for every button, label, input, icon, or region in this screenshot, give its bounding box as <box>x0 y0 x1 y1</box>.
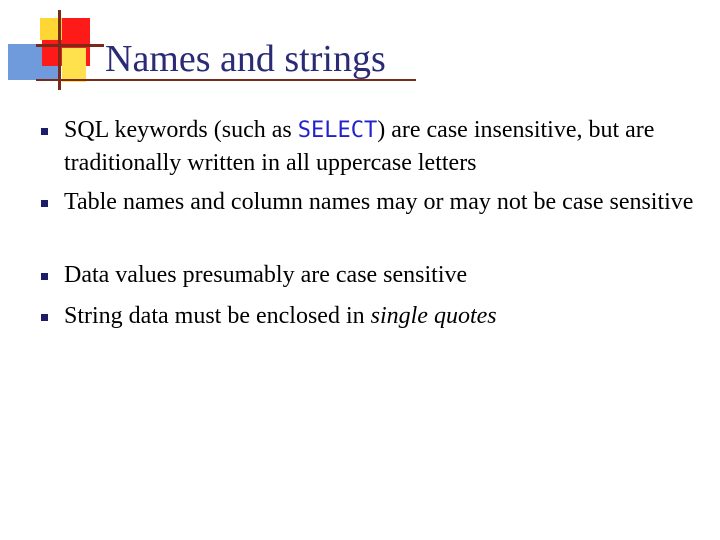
bullet-text-part: SQL keywords (such as <box>64 117 298 143</box>
bullet-square-icon <box>41 273 48 280</box>
bullet-square-icon <box>41 314 48 321</box>
bullet-text <box>64 114 704 180</box>
bullet-text-part: String data must be enclosed in <box>64 303 371 329</box>
bullet-square-icon <box>41 128 48 135</box>
bullet-text-part: ) are case insensitive, but are traditionally written in all uppercase letters <box>64 117 655 176</box>
decor-yellow-square-lower <box>62 48 86 82</box>
bullet-text <box>64 300 704 333</box>
sql-keyword: SELECT <box>297 118 378 143</box>
slide-title: Names and strings <box>105 38 386 80</box>
bullet-square-icon <box>41 200 48 207</box>
emphasis-text: single quotes <box>370 303 497 329</box>
decor-vertical-line <box>58 10 61 90</box>
decor-horizontal-line <box>36 44 104 47</box>
bullet-text: Data values presumably are case sensitive <box>64 262 468 288</box>
bullet-text: Table names and column names may or may not be case sensitive <box>64 189 694 215</box>
